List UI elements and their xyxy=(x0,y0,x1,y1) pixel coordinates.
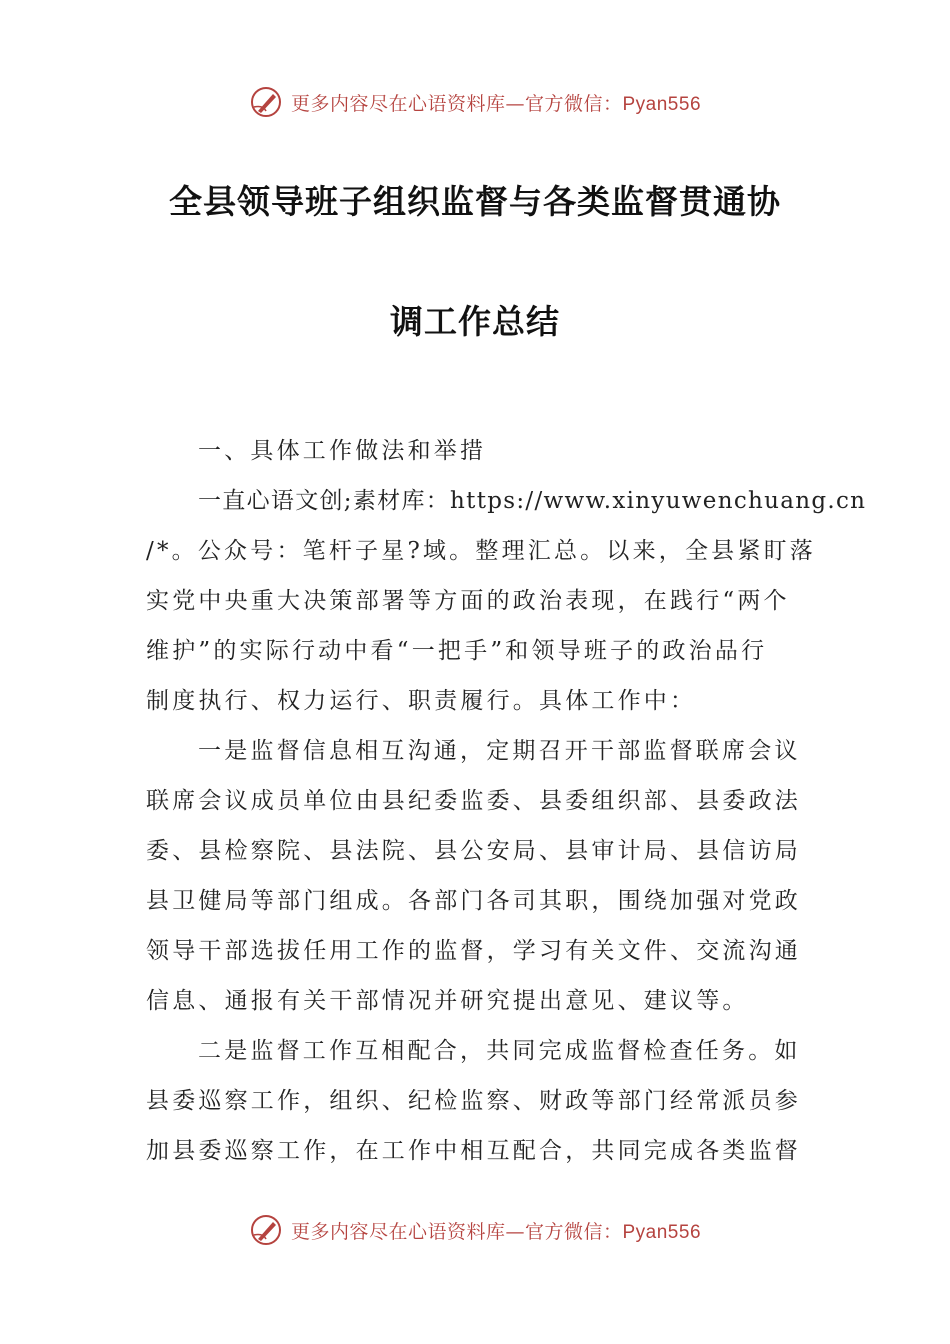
watermark-dash: — xyxy=(505,1220,525,1243)
watermark-banner-bottom xyxy=(0,1210,950,1250)
watermark-wechat-id: Pyan556 xyxy=(622,93,702,115)
quill-logo-icon xyxy=(249,85,283,119)
paragraph-3 xyxy=(146,1026,806,1176)
watermark-text xyxy=(291,89,701,116)
paragraph-1 xyxy=(146,476,867,726)
paragraph-line: /*。公众号：笔杆子星?域。整理汇总。以来，全县紧盯落 xyxy=(146,538,816,564)
paragraph-line: 县卫健局等部门组成。各部门各司其职，围绕加强对党政 xyxy=(146,888,801,914)
watermark-dash: — xyxy=(505,92,525,115)
watermark-banner-top xyxy=(0,82,950,122)
watermark-wechat-label: 官方微信： xyxy=(524,1220,623,1243)
watermark-wechat-id: Pyan556 xyxy=(622,1221,702,1243)
document-body xyxy=(146,426,867,1176)
paragraph-line: 领导干部选拔任用工作的监督，学习有关文件、交流沟通 xyxy=(146,938,801,964)
watermark-brand: 更多内容尽在心语资料库 xyxy=(290,92,506,115)
watermark-text xyxy=(291,1217,701,1244)
paragraph-line: 县委巡察工作，组织、纪检监察、财政等部门经常派员参 xyxy=(146,1088,801,1114)
paragraph-line: 制度执行、权力运行、职责履行。具体工作中： xyxy=(146,688,697,714)
paragraph-line: 联席会议成员单位由县纪委监委、县委组织部、县委政法 xyxy=(146,788,801,814)
paragraph-line: 信息、通报有关干部情况并研究提出意见、建议等。 xyxy=(146,988,749,1014)
watermark-wechat-label: 官方微信： xyxy=(524,92,623,115)
paragraph-line: 委、县检察院、县法院、县公安局、县审计局、县信访局 xyxy=(146,838,801,864)
paragraph-line: 二是监督工作互相配合，共同完成监督检查任务。如 xyxy=(198,1038,801,1064)
quill-logo-icon xyxy=(249,1213,283,1247)
document-title-line-2: 调工作总结 xyxy=(390,302,560,341)
watermark-brand: 更多内容尽在心语资料库 xyxy=(290,1220,506,1243)
document-title-line-1: 全县领导班子组织监督与各类监督贯通协 xyxy=(169,182,781,221)
paragraph-line: 一是监督信息相互沟通，定期召开干部监督联席会议 xyxy=(198,738,801,764)
paragraph-line: 加县委巡察工作，在工作中相互配合，共同完成各类监督 xyxy=(146,1138,801,1164)
paragraph-2 xyxy=(146,726,806,1026)
section-heading: 一、具体工作做法和举措 xyxy=(198,438,487,464)
paragraph-line: 一直心语文创;素材库：https://www.xinyuwenchuang.cn xyxy=(198,488,867,514)
paragraph-line: 实党中央重大决策部署等方面的政治表现，在践行“两个 xyxy=(146,588,790,614)
paragraph-line: 维护”的实际行动中看“一把手”和领导班子的政治品行 xyxy=(146,638,768,664)
